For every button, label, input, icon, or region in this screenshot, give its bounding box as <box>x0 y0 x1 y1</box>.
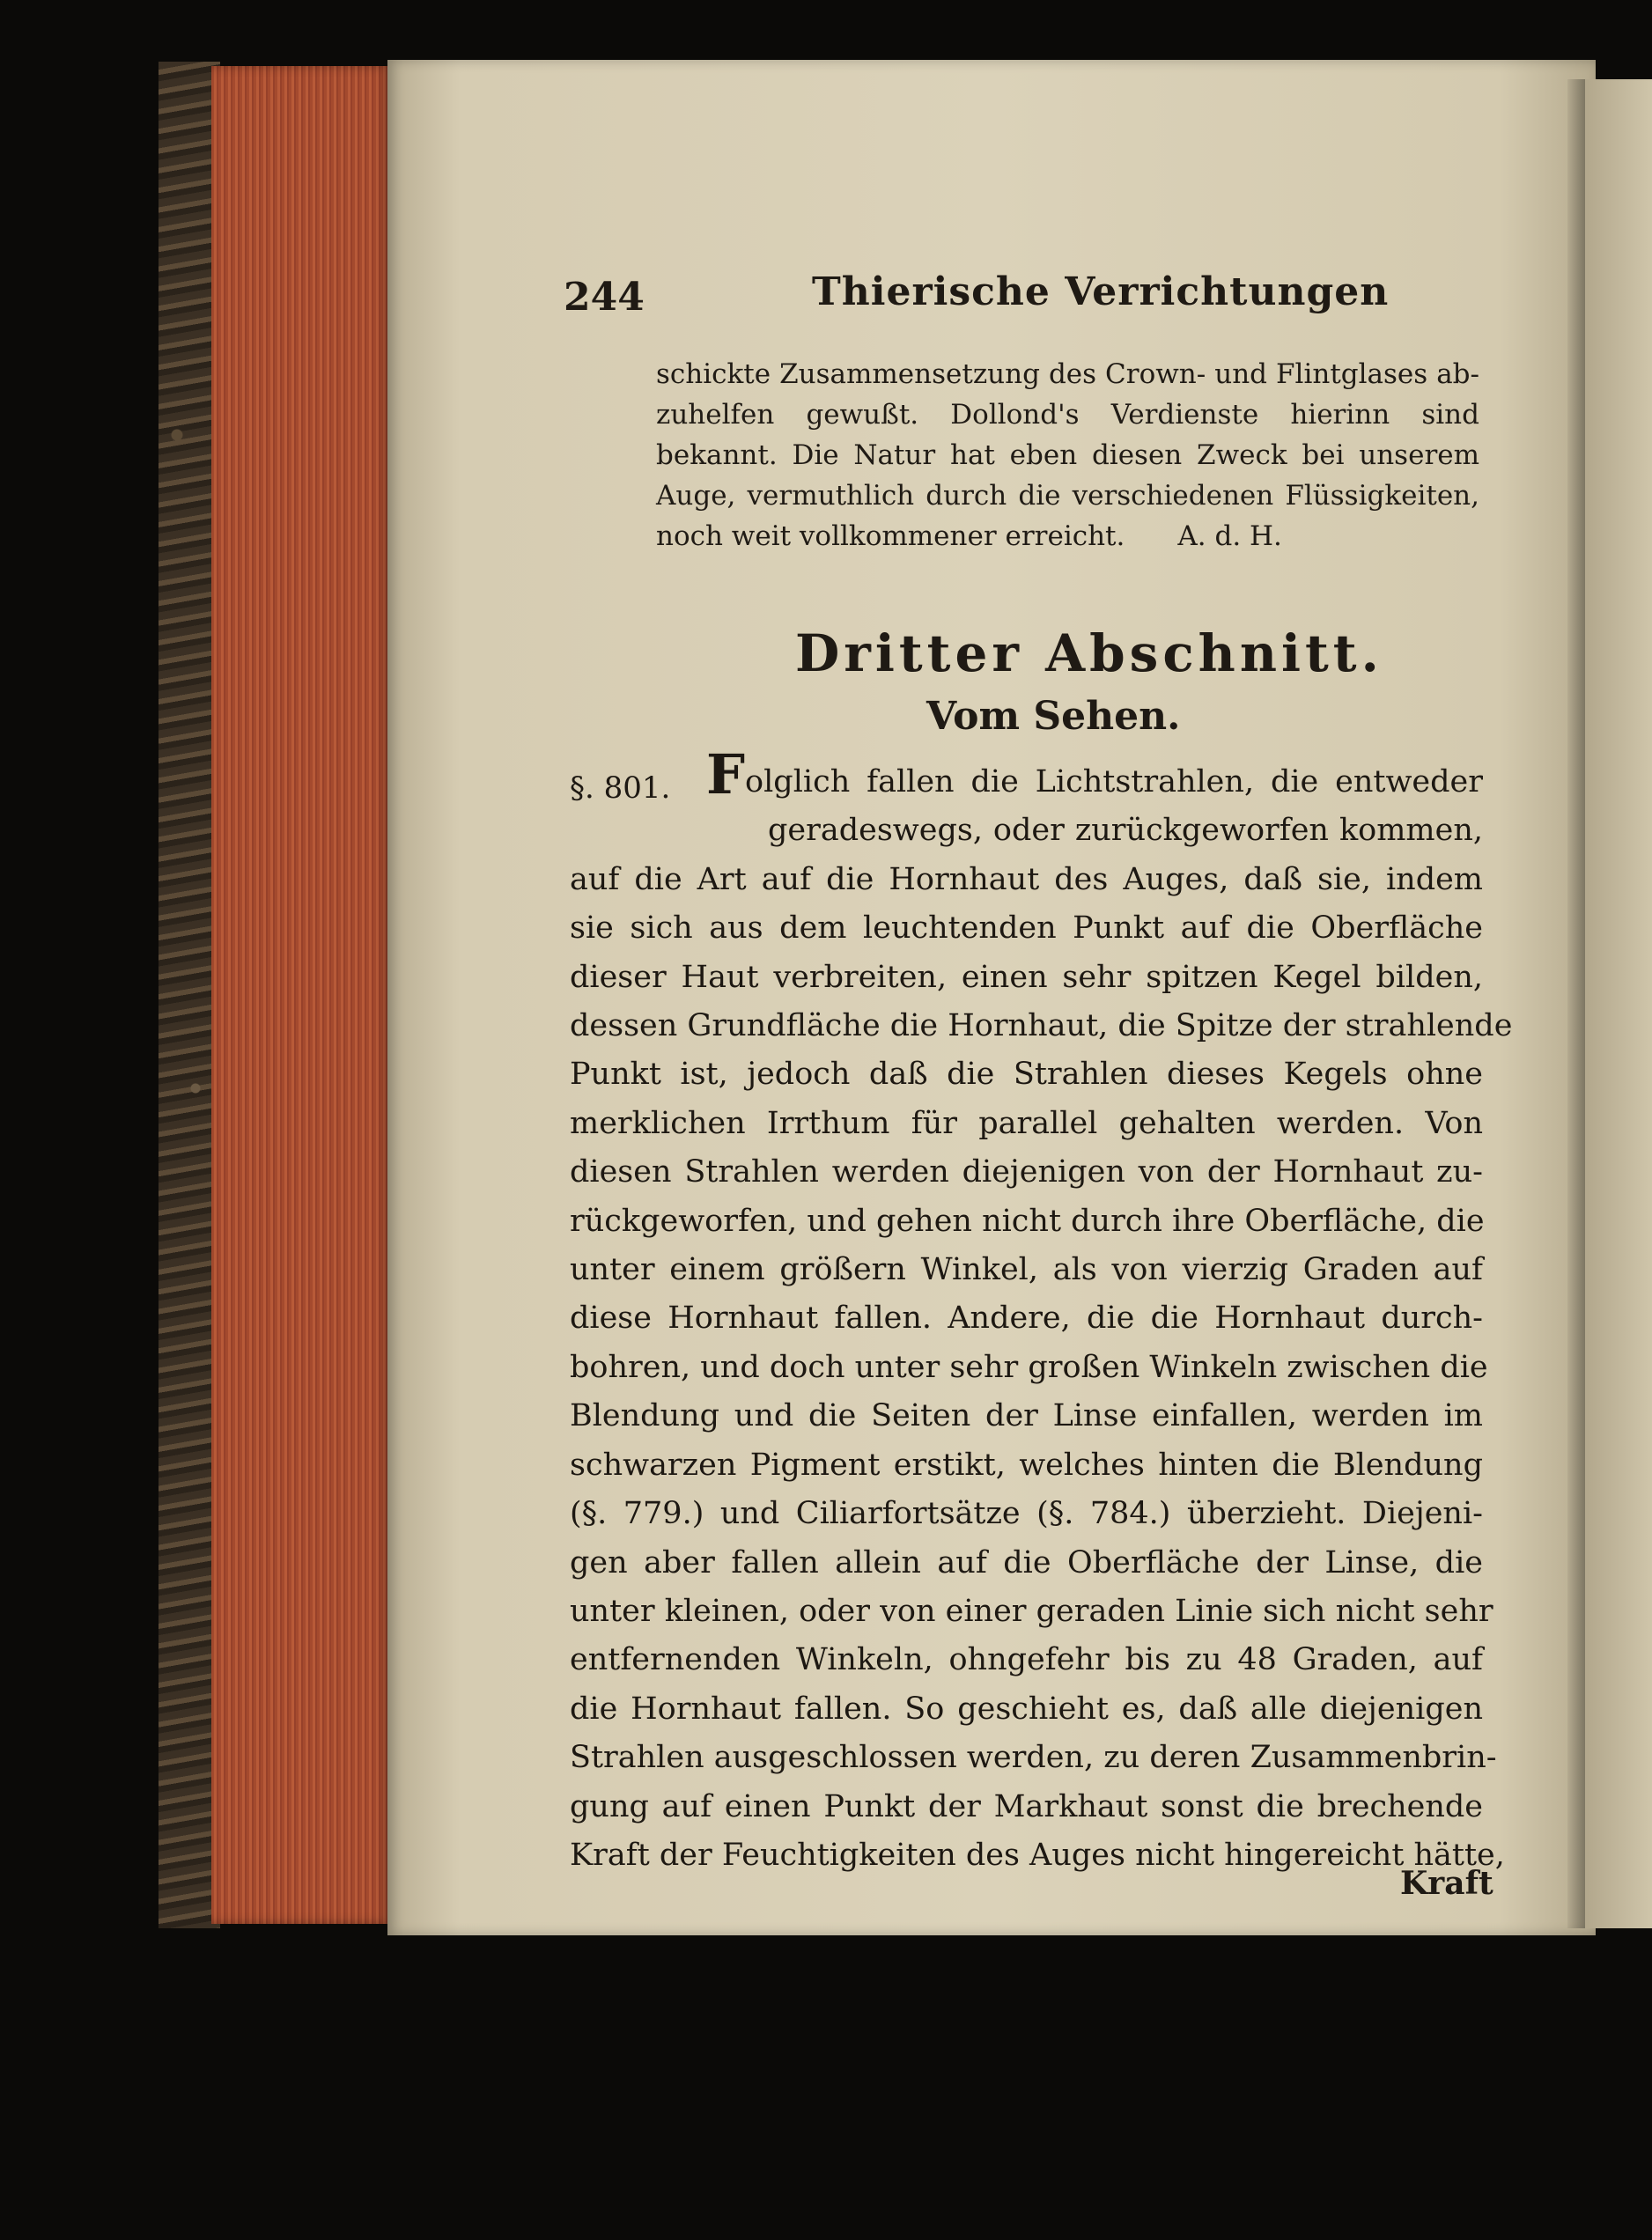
paragraph-line: unter kleinen, oder von einer geraden Linie sich nicht sehr <box>570 1593 1493 1629</box>
paragraph-line: diesen Strahlen werden diejenigen von der Hornhaut zu- <box>570 1154 1483 1190</box>
running-head: Thierische Verrichtungen <box>812 269 1390 314</box>
paragraph-line: merklichen Irrthum für parallel gehalten werden. Von <box>570 1105 1483 1141</box>
paragraph-line: die Hornhaut fallen. So geschieht es, daß alle diejenigen <box>570 1691 1483 1727</box>
footnote-line: zuhelfen gewußt. Dollond's Verdienste hierinn sind <box>656 399 1479 431</box>
footnote-line: noch weit vollkommener erreicht. <box>656 520 1125 552</box>
paragraph-line: Kraft der Feuchtigkeiten des Auges nicht hingereicht hätte, <box>570 1837 1505 1873</box>
footnote-last-line <box>656 516 1479 556</box>
footnote-signature: A. d. H. <box>1177 520 1282 552</box>
drop-initial: F <box>706 742 746 807</box>
facing-page-edge <box>1585 79 1652 1928</box>
paragraph-line: Strahlen ausgeschlossen werden, zu deren Zusammenbrin- <box>570 1740 1497 1776</box>
paragraph-line: sie sich aus dem leuchtenden Punkt auf die Oberfläche <box>570 910 1483 947</box>
page-number: 244 <box>564 275 645 320</box>
first-line-text: olglich fallen die Lichtstrahlen, die entweder <box>745 764 1483 799</box>
paragraph-line: dieser Haut verbreiten, einen sehr spitzen Kegel bilden, <box>570 959 1483 995</box>
paragraph-line: entfernenden Winkeln, ohngefehr bis zu 48 Graden, auf <box>570 1642 1483 1678</box>
paragraph-line: gung auf einen Punkt der Markhaut sonst die brechende <box>570 1788 1483 1824</box>
paragraph-line: rückgeworfen, und gehen nicht durch ihre Oberfläche, die <box>570 1203 1485 1239</box>
body-paragraph <box>570 742 1513 1880</box>
section-subtitle: Vom Sehen. <box>926 694 1181 739</box>
section-number: §. 801. <box>570 770 671 806</box>
footnote-line: bekannt. Die Natur hat eben diesen Zweck bei unserem <box>656 439 1479 471</box>
page-gutter <box>1567 79 1587 1928</box>
paragraph-line: unter einem größern Winkel, als von vierzig Graden auf <box>570 1252 1483 1288</box>
paragraph-second-line: geradeswegs, oder zurückgeworfen kommen, <box>768 813 1483 849</box>
paragraph-line: dessen Grundfläche die Hornhaut, die Spitze der strahlende <box>570 1008 1513 1044</box>
section-title: Dritter Abschnitt. <box>795 623 1383 683</box>
paragraph-line: (§. 779.) und Ciliarfortsätze (§. 784.) überzieht. Diejeni- <box>570 1496 1483 1532</box>
paragraph-line: Blendung und die Seiten der Linse einfallen, werden im <box>570 1398 1483 1434</box>
paragraph-first-line <box>570 742 1483 807</box>
catchword: Kraft <box>1400 1865 1493 1902</box>
paragraph-line: schwarzen Pigment erstikt, welches hinten die Blendung <box>570 1447 1483 1483</box>
paragraph-line: diese Hornhaut fallen. Andere, die die Hornhaut durch- <box>570 1301 1483 1337</box>
paragraph-line: auf die Art auf die Hornhaut des Auges, daß sie, indem <box>570 861 1483 897</box>
footnote <box>656 354 1479 556</box>
footnote-line: schickte Zusammensetzung des Crown- und Flintglases ab- <box>656 358 1479 390</box>
page-edges <box>211 66 392 1924</box>
paragraph-line: gen aber fallen allein auf die Oberfläche der Linse, die <box>570 1544 1483 1581</box>
paragraph-line: Punkt ist, jedoch daß die Strahlen dieses Kegels ohne <box>570 1057 1483 1093</box>
paragraph-line: bohren, und doch unter sehr großen Winkeln zwischen die <box>570 1349 1488 1385</box>
footnote-line: Auge, vermuthlich durch die verschiedenen Flüssigkeiten, <box>656 480 1479 512</box>
